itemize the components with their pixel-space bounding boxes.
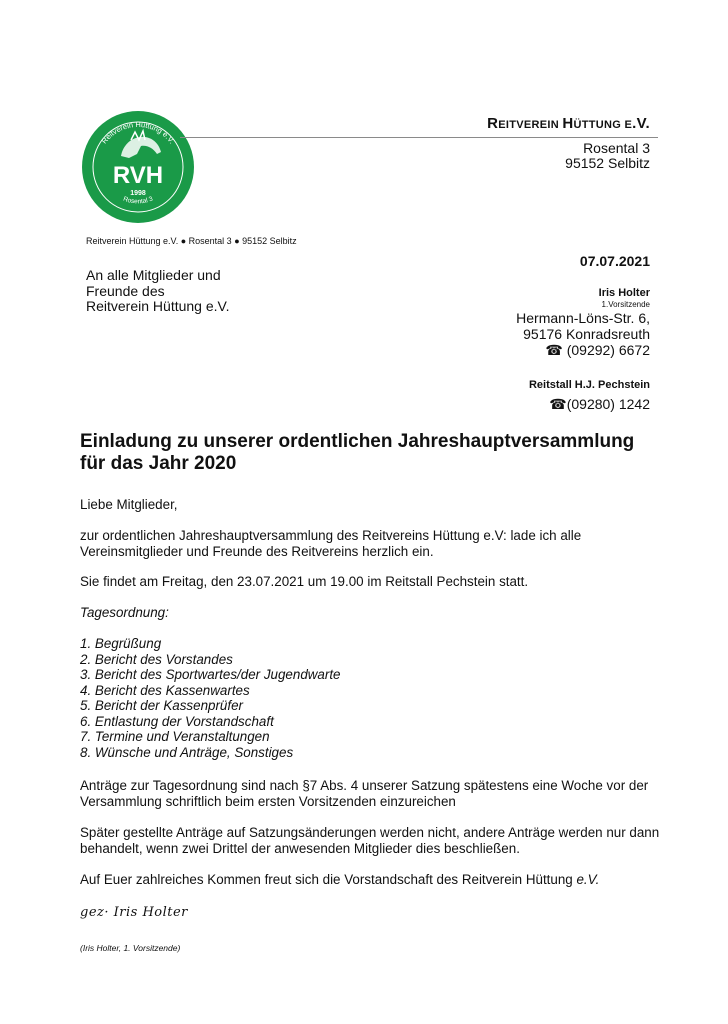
agenda-item: 7. Termine und Veranstaltungen xyxy=(80,729,270,744)
org-city: 95152 Selbitz xyxy=(565,155,650,171)
contact-phone: ☎ (09292) 6672 xyxy=(545,342,650,358)
closing-text: Auf Euer zahlreiches Kommen freut sich die Vorstandschaft des Reitverein Hüttung xyxy=(80,872,577,887)
paragraph-date-location: Sie findet am Freitag, den 23.07.2021 um 19.00 im Reitstall Pechstein statt. xyxy=(80,574,529,589)
letter-date: 07.07.2021 xyxy=(579,253,650,269)
svg-text:Reitverein Hüttung e.V.: Reitverein Hüttung e.V. xyxy=(99,119,177,146)
stable-phone: ☎(09280) 1242 xyxy=(549,396,650,412)
club-logo xyxy=(81,110,195,224)
paragraph-motions-deadline: Anträge zur Tagesordnung sind nach §7 Abs. 4 unserer Satzung spätestens eine Woche vor der Versammlung schriftlich beim ersten Vorsitzenden einzureichen xyxy=(80,778,649,809)
agenda-item: 8. Wünsche und Anträge, Sonstiges xyxy=(80,744,294,760)
agenda-heading: Tagesordnung: xyxy=(80,605,169,620)
letter-title xyxy=(80,431,680,475)
signature: gez· Iris Holter xyxy=(80,905,188,920)
recipient-line: An alle Mitglieder und xyxy=(86,267,221,283)
closing-suffix: e.V. xyxy=(576,872,600,887)
header-divider xyxy=(180,137,658,138)
agenda-item: 2. Bericht des Vorstandes xyxy=(80,651,233,667)
stable-block xyxy=(529,377,650,415)
paragraph-invitation: zur ordentlichen Jahreshauptversammlung des Reitvereins Hüttung e.V: lade ich alle Vereinsmitglieder und Freunde des Reitvereins herzlich ein. xyxy=(80,528,582,559)
agenda-item: 1. Begrüßung xyxy=(80,636,162,651)
agenda-item: 3. Bericht des Sportwartes/der Jugendwarte xyxy=(80,667,341,682)
contact-street: Hermann-Löns-Str. 6, xyxy=(516,310,650,326)
agenda-item: 5. Bericht der Kassenprüfer xyxy=(80,698,244,713)
title-line: für das Jahr 2020 xyxy=(80,453,237,474)
org-street: Rosental 3 xyxy=(583,140,650,156)
agenda-list xyxy=(80,636,660,760)
svg-text:1998: 1998 xyxy=(130,190,146,197)
svg-text:RVH: RVH xyxy=(112,162,164,189)
recipient-line: Reitverein Hüttung e.V. xyxy=(86,298,230,314)
recipient-block xyxy=(86,268,229,315)
greeting: Liebe Mitglieder, xyxy=(80,497,178,512)
recipient-line: Freunde des xyxy=(86,282,165,299)
signature-caption: (Iris Holter, 1. Vorsitzende) xyxy=(80,943,181,953)
stable-name: Reitstall H.J. Pechstein xyxy=(528,379,650,391)
contact-block xyxy=(516,287,650,359)
contact-city: 95176 Konradsreuth xyxy=(523,326,650,342)
title-line: Einladung zu unserer ordentlichen Jahreshauptversammlung xyxy=(80,431,635,452)
paragraph-late-motions: Später gestellte Anträge auf Satzungsänderungen werden nicht, andere Anträge werden nur dann behandelt, wenn zwei Drittel der anwesenden Mitglieder dies beschließen. xyxy=(80,825,660,856)
closing-line xyxy=(80,872,660,888)
org-name: REITVEREIN HÜTTUNG E.V. xyxy=(487,115,650,132)
contact-name: Iris Holter xyxy=(598,287,650,299)
sender-return-line: Reitverein Hüttung e.V. ● Rosental 3 ● 95152 Selbitz xyxy=(86,236,297,246)
rvh-logo-icon xyxy=(81,110,195,224)
agenda-item: 6. Entlastung der Vorstandschaft xyxy=(80,713,274,729)
org-address xyxy=(565,141,650,171)
svg-text:Rosental 3: Rosental 3 xyxy=(122,195,154,206)
contact-role: 1.Vorsitzende xyxy=(601,300,650,309)
agenda-item: 4. Bericht des Kassenwartes xyxy=(80,682,250,698)
